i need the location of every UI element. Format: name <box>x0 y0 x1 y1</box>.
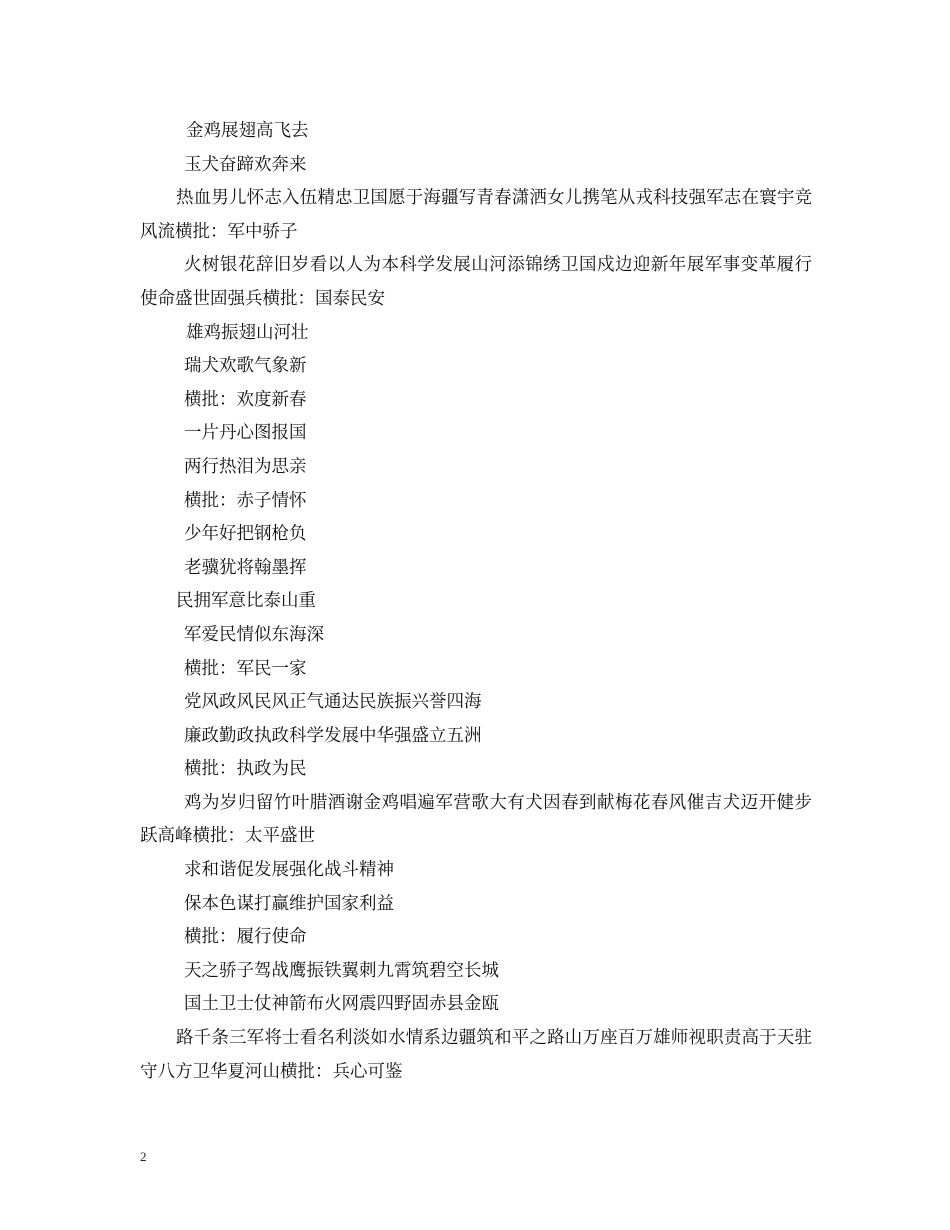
text-line: 民拥军意比泰山重 <box>176 591 316 612</box>
text-line: 横批：赤子情怀 <box>184 490 307 511</box>
text-line: 老骥犹将翰墨挥 <box>184 557 307 578</box>
text-line: 一片丹心图报国 <box>184 423 307 444</box>
text-line: 天之骄子驾战鹰振铁翼刺九霄筑碧空长城 <box>184 960 499 981</box>
text-line: 玉犬奋蹄欢奔来 <box>184 154 307 175</box>
text-line: 金鸡展翅高飞去 <box>186 121 309 141</box>
text-line: 横批：军民一家 <box>184 658 307 679</box>
text-line: 横批：履行使命 <box>184 927 307 948</box>
text-line: 军爱民情似东海深 <box>184 624 324 645</box>
text-line: 国土卫士仗神箭布火网震四野固赤县金瓯 <box>184 994 499 1015</box>
text-line: 雄鸡振翅山河壮 <box>186 322 309 343</box>
text-line: 横批：欢度新春 <box>184 389 307 410</box>
text-line: 瑞犬欢歌气象新 <box>184 356 307 377</box>
text-line: 保本色谋打赢维护国家利益 <box>184 893 394 914</box>
text-line: 两行热泪为思亲 <box>184 456 307 477</box>
text-line: 求和谐促发展强化战斗精神 <box>184 860 394 881</box>
paragraph: 鸡为岁归留竹叶腊酒谢金鸡唱遍军营歌大有犬因春到献梅花春风催吉犬迈开健步跃高峰横批：太平盛世 <box>140 792 812 847</box>
document-body <box>140 115 812 1089</box>
page-number: 2 <box>140 1149 147 1164</box>
text-line: 少年好把钢枪负 <box>184 524 307 545</box>
paragraph: 热血男儿怀志入伍精忠卫国愿于海疆写青春潇洒女儿携笔从戎科技强军志在寰宇竞风流横批：军中骄子 <box>140 188 812 242</box>
text-line: 党风政风民风正气通达民族振兴誉四海 <box>184 692 482 713</box>
paragraph: 火树银花辞旧岁看以人为本科学发展山河添锦绣卫国戍边迎新年展军事变革履行使命盛世固强兵横批：国泰民安 <box>140 255 812 309</box>
paragraph: 路千条三军将士看名利淡如水情系边疆筑和平之路山万座百万雄师视职责高于天驻守八方卫华夏河山横批：兵心可鉴 <box>140 1028 812 1082</box>
text-line: 廉政勤政执政科学发展中华强盛立五洲 <box>184 725 482 746</box>
text-line: 横批：执政为民 <box>184 759 307 780</box>
